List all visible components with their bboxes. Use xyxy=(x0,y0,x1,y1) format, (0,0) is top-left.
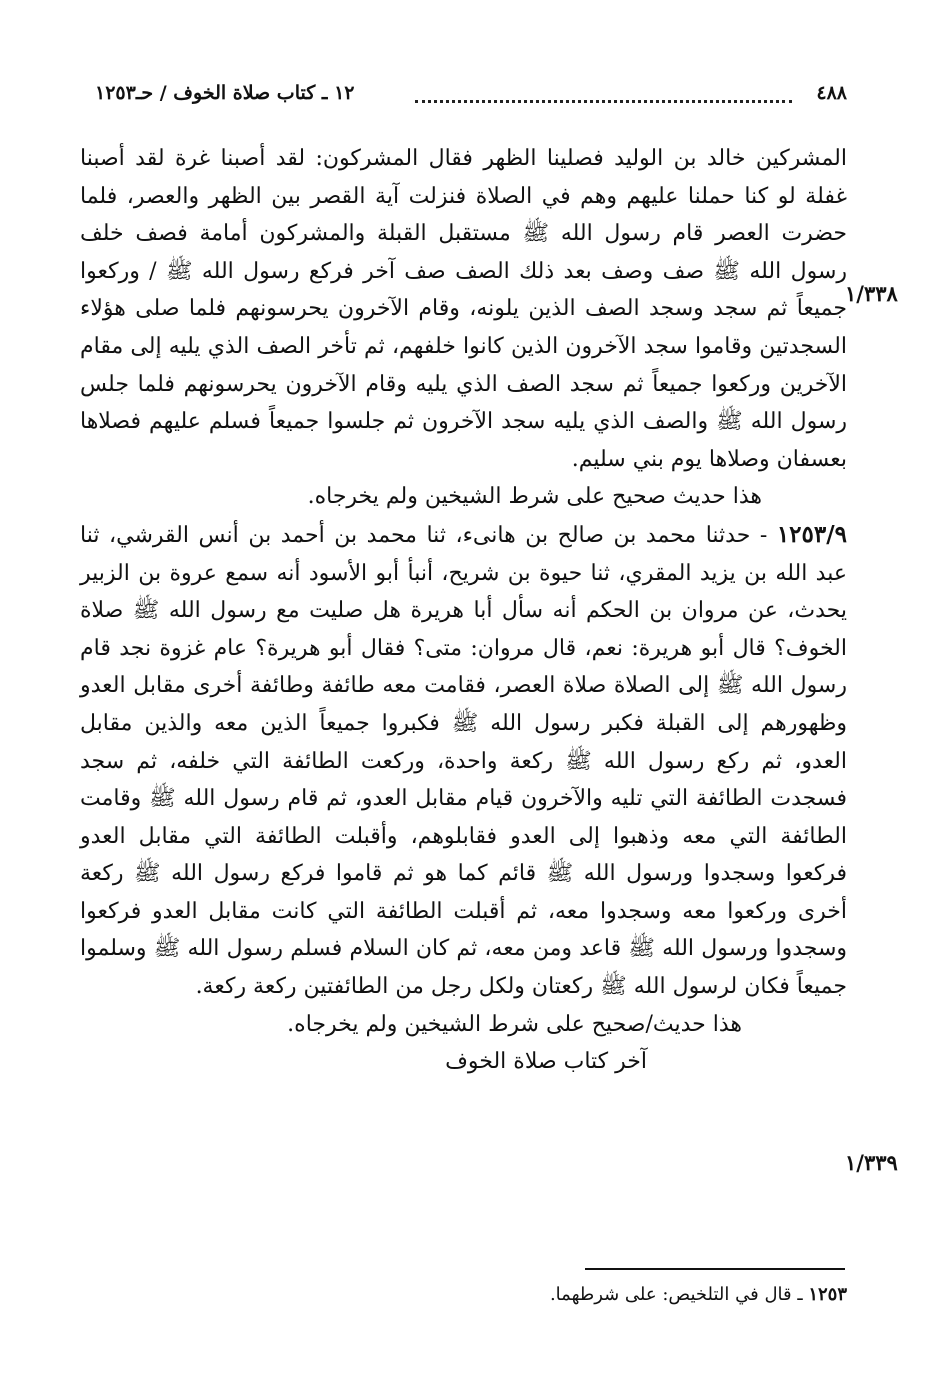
book-end-line: آخر كتاب صلاة الخوف xyxy=(445,1049,647,1075)
footnote-text: ـ قال في التلخيص: على شرطهما. xyxy=(549,1284,809,1305)
hadith-number: ١٢٥٣/٩ xyxy=(776,520,847,548)
main-text xyxy=(80,140,847,1081)
footnote xyxy=(80,1280,847,1310)
paragraph-2: هذا حديث صحيح على شرط الشيخين ولم يخرجاه. xyxy=(307,484,762,510)
margin-reference-2: ١/٣٣٩ xyxy=(845,1150,898,1175)
margin-reference-1: ١/٣٣٨ xyxy=(845,281,898,306)
hadith-text: - حدثنا محمد بن صالح بن هانىء، ثنا محمد بن أحمد بن أنس القرشي، ثنا عبد الله بن يزيد المقري، ثنا حيوة بن شريح، أنبأ أبو الأسود أنه سمع عروة بن الزبير يحدث، عن مروان بن الحكم أنه سأل أبا هريرة هل صليت مع رسول الله ﷺ صلاة الخوف؟ قال أبو هريرة: نعم، قال مروان: متى؟ فقال أبو هريرة؟ عام غزوة نجد قام رسول الله ﷺ إلى الصلاة صلاة العصر، فقامت معه طائفة وطائفة أخرى مقابل العدو وظهورهم إلى القبلة فكبر رسول الله ﷺ فكبروا جميعاً الذين معه والذين مقابل العدو، ثم ركع رسول الله ﷺ ركعة واحدة، وركعت الطائفة التي خلفه، ثم سجد فسجدت الطائفة التي تليه والآخرون قيام مقابل العدو، ثم قام رسول الله ﷺ وقامت الطائفة التي معه وذهبوا إلى العدو فقابلوهم، وأقبلت الطائفة التي مقابل العدو فركعوا وسجدوا ورسول الله ﷺ قائم كما هو ثم قاموا فركع رسول الله ﷺ ركعة أخرى وركعوا معه وسجدوا معه، ثم أقبلت الطائفة التي كانت مقابل العدو فركعوا وسجدوا ورسول الله ﷺ قاعد ومن معه، ثم كان السلام فسلم رسول الله ﷺ وسلموا جميعاً فكان لرسول الله ﷺ ركعتان ولكل رجل من الطائفتين ركعة ركعة. xyxy=(80,522,847,1000)
running-header xyxy=(95,82,847,114)
page-number: ٤٨٨ xyxy=(816,82,847,104)
header-dot-leader xyxy=(415,100,792,103)
header-title: ١٢ ـ كتاب صلاة الخوف / حـ١٢٥٣ xyxy=(95,82,355,104)
paragraph-3 xyxy=(80,516,847,1006)
footnote-number: ١٢٥٣ xyxy=(808,1284,847,1305)
paragraph-4: هذا حديث/صحيح على شرط الشيخين ولم يخرجاه. xyxy=(287,1011,742,1037)
footnote-separator xyxy=(585,1268,845,1270)
paragraph-1: المشركين خالد بن الوليد فصلينا الظهر فقال المشركون: لقد أصبنا غرة لقد أصبنا غفلة لو كنا حملنا عليهم وهم في الصلاة فنزلت آية القصر بين الظهر والعصر، فلما حضرت العصر قام رسول الله ﷺ مستقبل القبلة والمشركون أمامة فصف خلف رسول الله ﷺ صف وصف بعد ذلك الصف صف آخر فركع رسول الله ﷺ / وركعوا جميعاً ثم سجد وسجد الصف الذين يلونه، وقام الآخرون يحرسونهم فلما صلى هؤلاء السجدتين وقاموا سجد الآخرون الذين كانوا خلفهم، ثم تأخر الصف الذي يليه إلى مقام الآخرين وركعوا جميعاً ثم سجد الصف الذي يليه وقام الآخرون يحرسونهم فلما جلس رسول الله ﷺ والصف الذي يليه سجد الآخرون ثم جلسوا جميعاً فسلم عليهم فصلاها بعسفان وصلاها يوم بني سليم. xyxy=(80,146,847,472)
